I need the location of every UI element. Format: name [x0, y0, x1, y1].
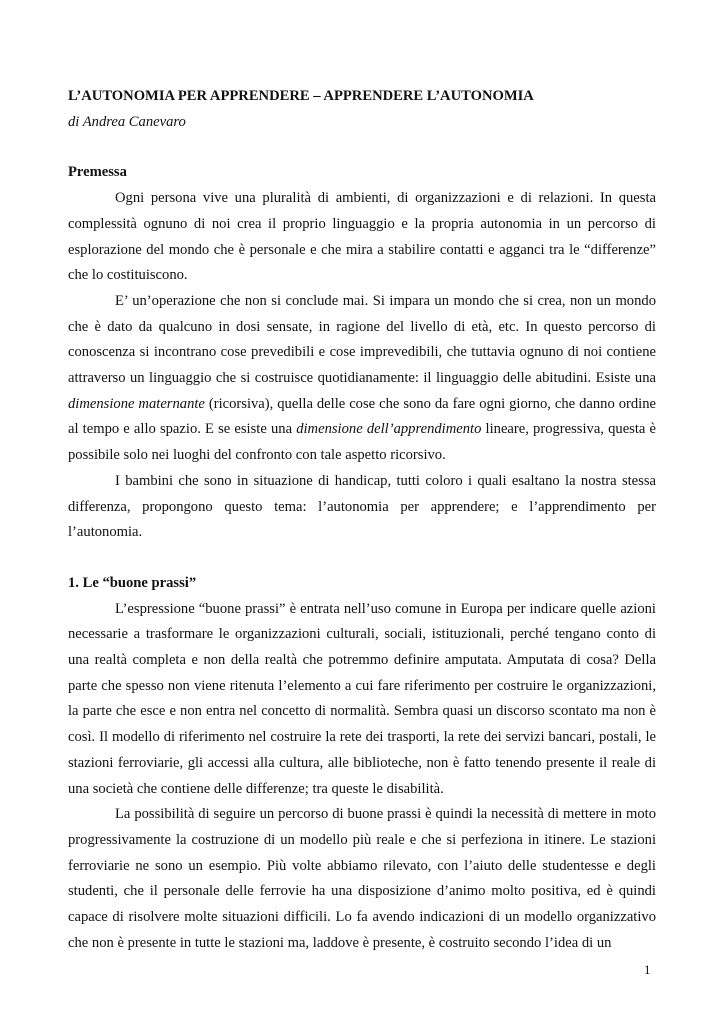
premessa-paragraph-2 — [68, 289, 656, 469]
premessa-paragraph-2-text-b: (ricorsiva), quella delle cose che sono da fare ogni giorno, che danno ordine al tempo e allo spazio. E se esiste una — [68, 395, 656, 438]
document-author: di Andrea Canevaro — [68, 113, 186, 130]
section-1-paragraph-1: L’espressione “buone prassi” è entrata nell’uso comune in Europa per indicare quelle azioni necessarie a trasformare le organizzazioni culturali, sociali, istituzionali, perché tengano conto di una realtà completa e non della realtà che potremmo definire amputata. Amputata di cosa? Della parte che spesso non viene ritenuta l’elemento a cui fare riferimento per costruire le organizzazioni, la parte che esce e non entra nel concetto di normalità. Sembra quasi un discorso scontato ma non è così. Il modello di riferimento nel costruire la rete dei trasporti, la rete dei servizi bancari, postali, le stazioni ferroviarie, gli accessi alla cultura, alle biblioteche, non è fatto tenendo presente il reale di una società che contiene delle differenze; tra queste le disabilità. — [68, 600, 656, 797]
document-body — [68, 84, 656, 957]
premessa-heading: Premessa — [68, 164, 127, 181]
premessa-paragraph-3: I bambini che sono in situazione di handicap, tutti coloro i quali esaltano la nostra stessa differenza, propongono questo tema: l’autonomia per apprendere; e l’apprendimento per l’autonomia. — [68, 472, 656, 541]
premessa-paragraph-1: Ogni persona vive una pluralità di ambienti, di organizzazioni e di relazioni. In questa complessità ognuno di noi crea il proprio linguaggio e la propria autonomia in un percorso di esplorazione del mondo che è personale e che mira a stabilire contatti e agganci tra le “differenze” che lo costituiscono. — [68, 190, 656, 284]
section-1-heading: 1. Le “buone prassi” — [68, 574, 197, 591]
premessa-paragraph-2-text-a: E’ un’operazione che non si conclude mai. Si impara un mondo che si crea, non un mondo che è dato da qualcuno in dosi sensate, in ragione del livello di età, etc. In questo percorso di conoscenza si incontrano cose prevedibili e cose imprevedibili, che tuttavia ognuno di noi contiene attraverso un linguaggio che si costruisce quotidianamente: il linguaggio delle abitudini. Esiste una — [68, 292, 656, 387]
emphasis-dimensione-apprendimento: dimensione dell’apprendimento — [296, 421, 482, 438]
page-number: 1 — [644, 962, 651, 977]
document-title: L’AUTONOMIA PER APPRENDERE – APPRENDERE L’AUTONOMIA — [68, 88, 534, 104]
premessa-paragraph-2-text-c: lineare, progressiva, questa è possibile solo nei luoghi del confronto con tale aspetto ricorsivo. — [68, 421, 657, 464]
section-1-paragraph-2: La possibilità di seguire un percorso di buone prassi è quindi la necessità di mettere in moto progressivamente la costruzione di un modello più reale e che si perfeziona in itinere. Le stazioni ferroviarie ne sono un esempio. Più volte abbiamo rilevato, con l’aiuto delle studentesse e degli studenti, che il personale delle ferrovie ha una disposizione d’animo molto positiva, ed è quindi capace di risolvere molte situazioni difficili. Lo fa avendo indicazioni di un modello organizzativo che non è presente in tutte le stazioni ma, laddove è presente, è costruito secondo l’idea di un — [68, 806, 656, 951]
emphasis-dimensione-maternante: dimensione maternante — [68, 395, 205, 412]
